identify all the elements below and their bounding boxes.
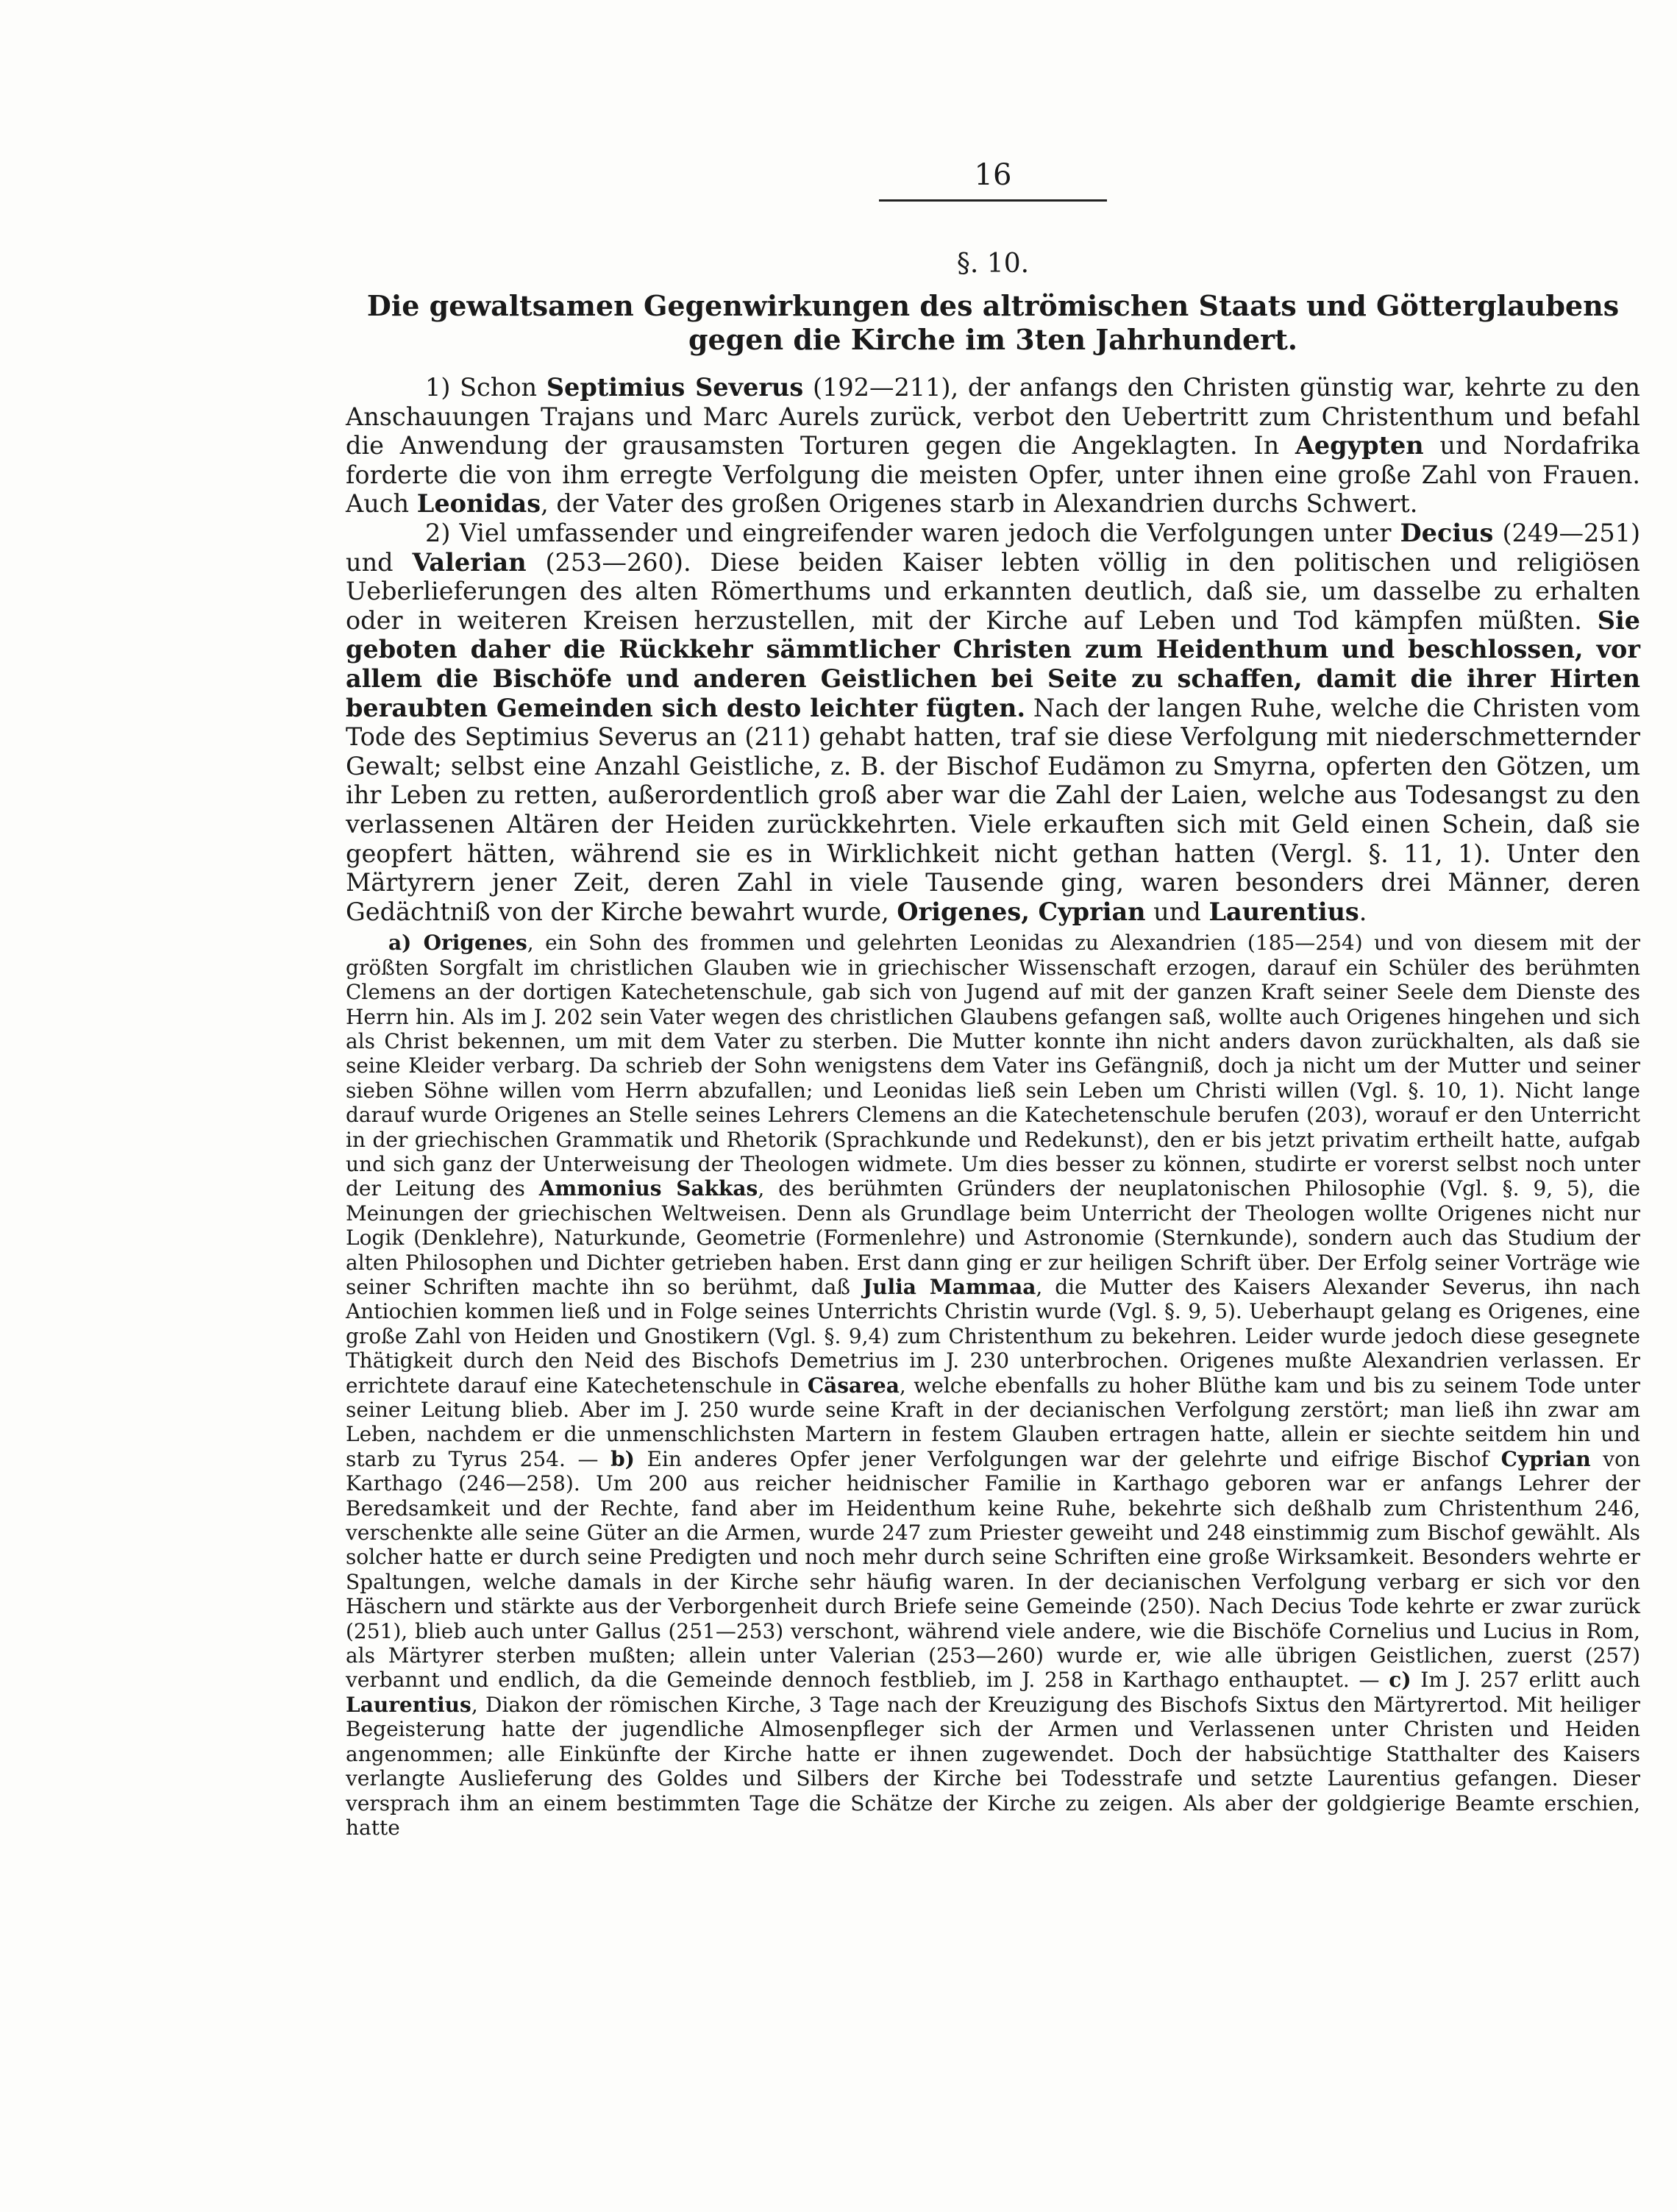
section-title bbox=[346, 289, 1640, 357]
name-septimius: Septimius Severus bbox=[546, 373, 804, 402]
small-print-notes bbox=[346, 931, 1640, 1840]
name-aegypten: Aegypten bbox=[1295, 431, 1424, 460]
name-laurentius-note: Laurentius bbox=[346, 1692, 471, 1717]
name-cyprian: Cyprian bbox=[1500, 1446, 1591, 1471]
name-leonidas: Leonidas bbox=[416, 489, 541, 519]
name-caesarea: Cäsarea bbox=[807, 1373, 900, 1398]
name-laurentius: Laurentius bbox=[1208, 897, 1359, 926]
name-valerian: Valerian bbox=[412, 547, 527, 577]
bold-sentence: Sie geboten daher die Rückkehr sämmtlicher Christen zum Heidenthum und beschlossen, vor allem die Bischöfe und anderen Geistlichen bei Seite zu schaffen, damit die ihrer Hirten beraubten Gemeinden sich desto leichter fügten. bbox=[346, 605, 1640, 722]
note-a-label: a) Origenes bbox=[388, 931, 527, 956]
paragraph-2: 2) Viel umfassender und eingreifender waren jedoch die Verfolgungen unter Decius (249—251) und Valerian (253—260). Diese beiden Kaiser lebten völlig in den politischen und religiösen Ueberlieferungen des alten Römerthums und erkannten deutlich, daß sie, um dasselbe zu erhalten oder in weiteren Kreisen herzustellen, mit der Kirche auf Leben und Tod kämpfen müßten. Sie geboten daher die Rückkehr sämmtlicher Christen zum Heidenthum und beschlossen, vor allem die Bischöfe und anderen Geistlichen bei Seite zu schaffen, damit die ihrer Hirten beraubten Gemeinden sich desto leichter fügten. Nach der langen Ruhe, welche die Christen vom Tode des Septimius Severus an (211) gehabt hatten, traf sie diese Verfolgung mit niederschmetternder Gewalt; selbst eine Anzahl Geistliche, z. B. der Bischof Eudämon zu Smyrna, opferten den Götzen, um ihr Leben zu retten, außerordentlich groß aber war die Zahl der Laien, welche aus Todesangst zu den verlassenen Altären der Heiden zurückkehrten. Viele erkauften sich mit Geld einen Schein, daß sie geopfert hätten, während sie es in Wirklichkeit nicht gethan hatten (Vergl. §. 11, 1). Unter den Märtyrern jener Zeit, deren Zahl in viele Tausende ging, waren besonders drei Männer, deren Gedächtniß von der Kirche bewahrt wurde, Origenes, Cyprian und Laurentius. bbox=[346, 518, 1641, 926]
name-ammonius: Ammonius Sakkas bbox=[538, 1176, 758, 1201]
title-line-2: gegen die Kirche im 3ten Jahrhundert. bbox=[688, 323, 1297, 356]
document-page bbox=[346, 158, 1640, 1840]
name-julia: Julia Mammaa bbox=[862, 1274, 1036, 1299]
name-decius: Decius bbox=[1400, 518, 1494, 547]
names-origenes-cyprian: Origenes, Cyprian bbox=[897, 897, 1146, 926]
note-paragraph: a) Origenes, ein Sohn des frommen und gelehrten Leonidas zu Alexandrien (185—254) und von diesem mit der größten Sorgfalt im christlichen Glauben wie in griechischer Wissenschaft erzogen, darauf ein Schüler des berühmten Clemens an der dortigen Katechetenschule, gab sich von Jugend auf mit der ganzen Kraft seiner Seele dem Dienste des Herrn hin. Als im J. 202 sein Vater wegen des christlichen Glaubens gefangen saß, wollte auch Origenes hingehen und sich als Christ bekennen, um mit dem Vater zu sterben. Die Mutter konnte ihn nicht anders davon zurückhalten, als daß sie seine Kleider verbarg. Da schrieb der Sohn wenigstens dem Vater ins Gefängniß, doch ja nicht um der Mutter und seiner sieben Söhne willen vom Herrn abzufallen; und Leonidas ließ sein Leben um Christi willen (Vgl. §. 10, 1). Nicht lange darauf wurde Origenes an Stelle seines Lehrers Clemens an die Katechetenschule berufen (203), worauf er den Unterricht in der griechischen Grammatik und Rhetorik (Sprachkunde und Redekunst), den er bis jetzt privatim ertheilt hatte, aufgab und sich ganz der Unterweisung der Theologen widmete. Um dies besser zu können, studirte er vorerst selbst noch unter der Leitung des Ammonius Sakkas, des berühmten Gründers der neuplatonischen Philosophie (Vgl. §. 9, 5), die Meinungen der griechischen Weltweisen. Denn als Grundlage beim Unterricht der Theologen wollte Origenes nicht nur Logik (Denklehre), Naturkunde, Geometrie (Formenlehre) und Astronomie (Sternkunde), sondern auch das Studium der alten Philosophen und Dichter getrieben haben. Erst dann ging er zur heiligen Schrift über. Der Erfolg seiner Vorträge wie seiner Schriften machte ihn so berühmt, daß Julia Mammaa, die Mutter des Kaisers Alexander Severus, ihn nach Antiochien kommen ließ und in Folge seines Unterrichts Christin wurde (Vgl. §. 9, 5). Ueberhaupt gelang es Origenes, eine große Zahl von Heiden und Gnostikern (Vgl. §. 9,4) zum Christenthum zu bekehren. Leider wurde jedoch diese gesegnete Thätigkeit durch den Neid des Bischofs Demetrius im J. 230 unterbrochen. Origenes mußte Alexandrien verlassen. Er errichtete darauf eine Katechetenschule in Cäsarea, welche ebenfalls zu hoher Blüthe kam und bis zu seinem Tode unter seiner Leitung blieb. Aber im J. 250 wurde seine Kraft in der decianischen Verfolgung zerstört; man ließ ihn zwar am Leben, nachdem er die unmenschlichsten Martern in festem Glauben ertragen hatte, allein er siechte seitdem hin und starb zu Tyrus 254. — b) Ein anderes Opfer jener Verfolgungen war der gelehrte und eifrige Bischof Cyprian von Karthago (246—258). Um 200 aus reicher heidnischer Familie in Karthago geboren war er anfangs Lehrer der Beredsamkeit und der Rechte, fand aber im Heidenthum keine Ruhe, bekehrte sich deßhalb zum Christenthum 246, verschenkte alle seine Güter an die Armen, wurde 247 zum Priester geweiht und 248 einstimmig zum Bischof gewählt. Als solcher hatte er durch seine Predigten und noch mehr durch seine Schriften eine große Wirksamkeit. Besonders wehrte er Spaltungen, welche damals in der Kirche sehr häufig waren. In der decianischen Verfolgung verbarg er sich vor den Häschern und stärkte aus der Verborgenheit durch Briefe seine Gemeinde (250). Nach Decius Tode kehrte er zwar zurück (251), blieb auch unter Gallus (251—253) verschont, während viele andere, wie die Bischöfe Cornelius und Lucius in Rom, als Märtyrer sterben mußten; allein unter Valerian (253—260) wurde er, wie alle übrigen Geistlichen, zuerst (257) verbannt und endlich, da die Gemeinde dennoch festblieb, im J. 258 in Karthago enthauptet. — c) Im J. 257 erlitt auch Laurentius, Diakon der römischen Kirche, 3 Tage nach der Kreuzigung des Bischofs Sixtus den Märtyrertod. Mit heiliger Begeisterung hatte der jugendliche Almosenpfleger sich der Armen und Verlassenen unter Christen und Heiden angenommen; alle Einkünfte der Kirche hatte er ihnen zugewendet. Doch der habsüchtige Statthalter des Kaisers verlangte Auslieferung des Goldes und Silbers der Kirche bei Todesstrafe und setzte Laurentius gefangen. Dieser versprach ihm an einem bestimmten Tage die Schätze der Kirche zu zeigen. Als aber der goldgierige Beamte erschien, hatte bbox=[346, 931, 1641, 1840]
page-number: 16 bbox=[879, 158, 1108, 202]
paragraph-1: 1) Schon Septimius Severus (192—211), der anfangs den Christen günstig war, kehrte zu den Anschauungen Trajans und Marc Aurels zurück, verbot den Uebertritt zum Christenthum und befahl die Anwendung der grausamsten Torturen gegen die Angeklagten. In Aegypten und Nordafrika forderte die von ihm erregte Verfolgung die meisten Opfer, unter ihnen eine große Zahl von Frauen. Auch Leonidas, der Vater des großen Origenes starb in Alexandrien durchs Schwert. bbox=[346, 373, 1640, 519]
title-line-1: Die gewaltsamen Gegenwirkungen des altrömischen Staats und Götterglaubens bbox=[366, 289, 1620, 322]
main-text bbox=[346, 373, 1640, 926]
note-b-label: b) bbox=[610, 1446, 635, 1471]
section-number: §. 10. bbox=[956, 249, 1030, 279]
note-c-label: c) bbox=[1389, 1668, 1411, 1693]
